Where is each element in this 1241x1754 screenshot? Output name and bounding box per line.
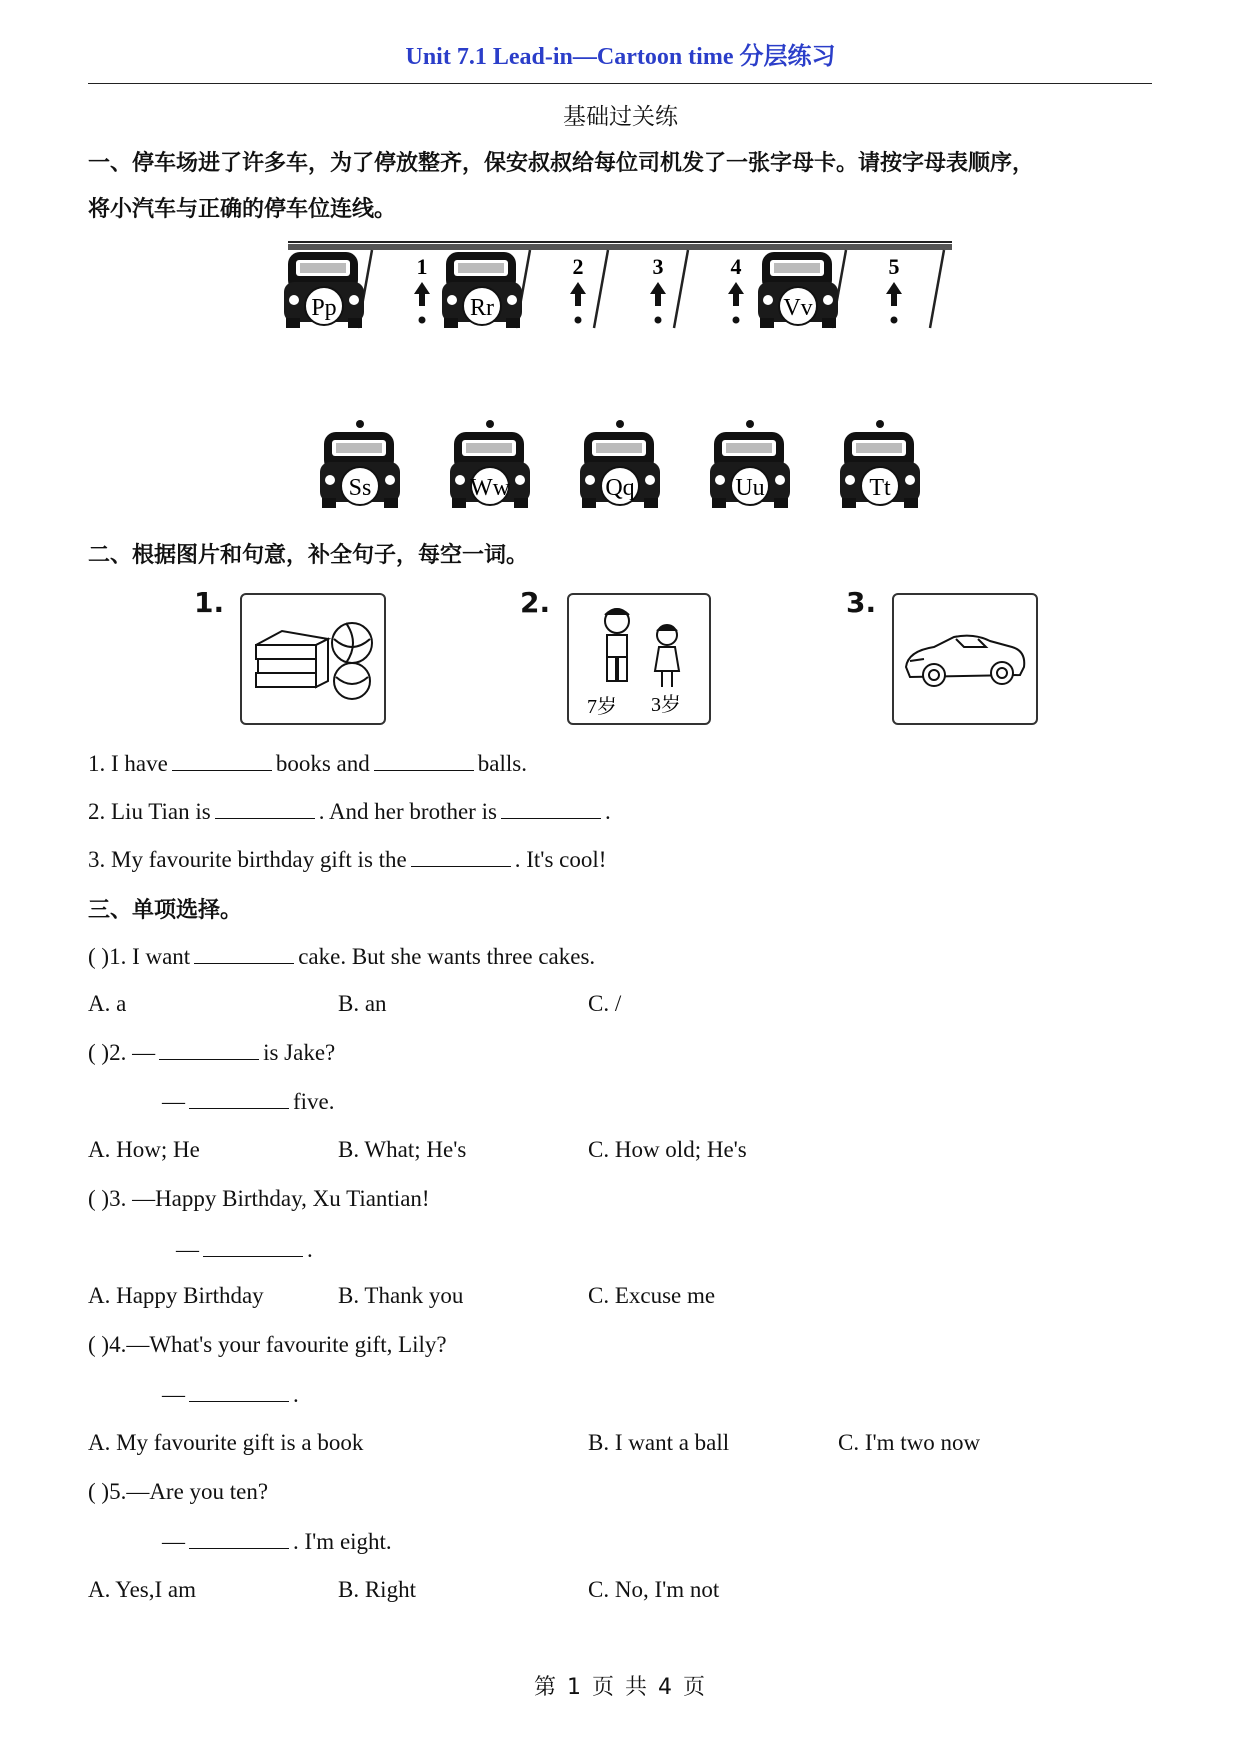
answer-blank[interactable] [501,798,601,819]
answer-blank[interactable] [189,1088,289,1109]
part1-instruction-line1: 一、停车场进了许多车，为了停放整齐，保安叔叔给每位司机发了一张字母卡。请按字母表顺序， [88,151,1035,176]
part3-q2-line2: — five. [162,1089,335,1114]
picture-books-balls [240,593,386,725]
picture-number-3: 3. [846,586,877,619]
part2-instruction: 二、根据图片和句意，补全句子，每空一词。 [88,543,529,568]
parked-car-3 [758,252,838,328]
part3-q5-stem: ( )5.—Are you ten? [88,1479,269,1504]
part3-q1-option-b[interactable]: B. an [338,991,387,1016]
section-title: 基础过关练 [563,104,678,130]
waiting-car-2-label: Ww [470,475,510,501]
answer-blank[interactable] [194,943,294,964]
part3-q5-option-c[interactable]: C. No, I'm not [588,1577,720,1602]
picture-boy-girl [567,593,711,725]
sports-car-icon [894,595,1036,723]
part3-q3-line2: — . [176,1237,313,1262]
answer-blank[interactable] [189,1528,289,1549]
header-divider [88,83,1152,84]
waiting-car-3 [580,420,660,508]
waiting-car-1 [320,420,400,508]
parking-lot-illustration [280,238,960,348]
part3-q1-stem: ( )1. I want cake. But she wants three cakes. [88,944,596,969]
slot-arrow-icon [728,282,744,324]
part2-question-3: 3. My favourite birthday gift is the . It's cool! [88,847,607,872]
part1-instruction-line2: 将小汽车与正确的停车位连线。 [88,197,397,222]
part3-q2-option-b[interactable]: B. What; He's [338,1137,467,1162]
parked-car-1-label: Pp [311,295,337,321]
parked-car-1 [284,252,364,328]
slot-arrow-icon [414,282,430,324]
waiting-car-5-label: Tt [869,475,891,501]
answer-blank[interactable] [411,846,511,867]
waiting-car-4-label: Uu [735,475,765,501]
waiting-cars-illustration [310,418,930,518]
waiting-car-3-label: Qq [605,475,635,501]
picture-number-2: 2. [520,586,551,619]
answer-blank[interactable] [374,750,474,771]
part3-instruction: 三、单项选择。 [88,898,243,923]
waiting-car-2 [450,420,530,508]
slot-arrow-icon [650,282,666,324]
waiting-car-1-label: Ss [348,475,372,501]
picture-number-1: 1. [194,586,225,619]
page-footer: 第 1 页 共 4 页 [534,1675,707,1700]
answer-blank[interactable] [172,750,272,771]
answer-blank[interactable] [203,1236,303,1257]
part3-q2-option-c[interactable]: C. How old; He's [588,1137,747,1162]
part3-q3-option-b[interactable]: B. Thank you [338,1283,464,1308]
slot-number-4: 4 [730,254,742,279]
part2-question-2: 2. Liu Tian is . And her brother is . [88,799,611,824]
picture-car [892,593,1038,725]
age-label-girl: 3岁 [651,694,681,716]
part3-q3-option-a[interactable]: A. Happy Birthday [88,1283,264,1308]
waiting-car-4 [710,420,790,508]
boy-and-girl-icon [569,595,709,723]
part3-q4-option-a[interactable]: A. My favourite gift is a book [88,1430,364,1455]
answer-blank[interactable] [215,798,315,819]
parked-car-2 [442,252,522,328]
parked-car-3-label: Vv [783,295,813,321]
part3-q4-line2: — . [162,1382,299,1407]
part3-q5-option-b[interactable]: B. Right [338,1577,416,1602]
part2-question-1: 1. I have books and balls. [88,751,527,776]
part3-q3-option-c[interactable]: C. Excuse me [588,1283,716,1308]
slot-arrow-icon [570,282,586,324]
part3-q5-option-a[interactable]: A. Yes,I am [88,1577,196,1602]
parked-car-2-label: Rr [470,295,494,321]
slot-number-3: 3 [652,254,664,279]
part3-q5-line2: — . I'm eight. [162,1529,392,1554]
part3-q1-option-c[interactable]: C. / [588,991,622,1016]
slot-arrow-icon [886,282,902,324]
slot-number-5: 5 [888,254,900,279]
slot-number-1: 1 [416,254,428,279]
part3-q2-stem: ( )2. — is Jake? [88,1040,336,1065]
part3-q1-option-a[interactable]: A. a [88,991,127,1016]
part3-q4-option-b[interactable]: B. I want a ball [588,1430,730,1455]
age-label-boy: 7岁 [587,696,617,718]
waiting-car-5 [840,420,920,508]
answer-blank[interactable] [189,1381,289,1402]
part3-q2-option-a[interactable]: A. How; He [88,1137,200,1162]
slot-number-2: 2 [572,254,584,279]
books-and-balls-icon [242,595,384,723]
part3-q3-stem: ( )3. —Happy Birthday, Xu Tiantian! [88,1186,430,1211]
page-header-title: Unit 7.1 Lead-in—Cartoon time 分层练习 [405,44,836,70]
answer-blank[interactable] [159,1039,259,1060]
part3-q4-option-c[interactable]: C. I'm two now [838,1430,981,1455]
part3-q4-stem: ( )4.—What's your favourite gift, Lily? [88,1332,447,1357]
